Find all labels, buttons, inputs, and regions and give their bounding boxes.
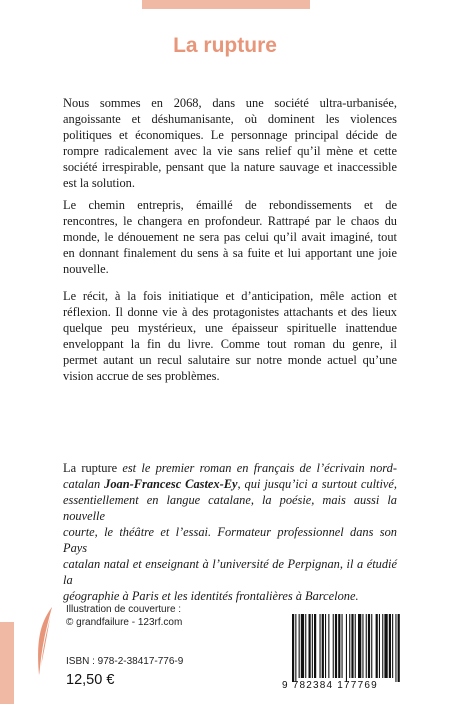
bio-text: , qui jusqu’ici a surtout cultivé,	[237, 477, 397, 491]
bio-text: est le premier roman en français de l’écrivain nord-	[117, 461, 397, 475]
bio-line	[63, 492, 397, 524]
barcode-bar	[376, 614, 378, 678]
text-line: nouvelle.	[63, 262, 109, 276]
barcode-bar	[368, 614, 370, 678]
credits-line: Illustration de couverture :	[66, 604, 182, 615]
barcode-bar	[371, 614, 372, 678]
text-line: enveloppant la fin du livre. Comme tout roman du genre, il	[63, 337, 397, 351]
text-line: Nous sommes en 2068, dans une société ultra-urbanisée,	[63, 96, 397, 110]
text-line: quelque peu mystérieux, une épaisseur spirituelle inattendue	[63, 321, 397, 335]
bio-book-title: La rupture	[63, 461, 118, 475]
bio-line	[63, 556, 397, 588]
bio-text: géographie à Paris et les identités frontalières à Barcelone.	[63, 589, 359, 603]
barcode-bar	[335, 614, 337, 678]
text-line: angoissante et déshumanisante, où dominent les violences	[63, 112, 397, 126]
barcode-bar	[384, 614, 387, 678]
text-line: politiques et économiques. Le personnage principal décide de	[63, 128, 397, 142]
bio-line	[63, 460, 397, 476]
barcode-bar	[328, 614, 329, 678]
bio-text: catalan	[63, 477, 105, 491]
text-line: monde, le dénouement ne sera pas celui qu’il avait imaginé, tout	[63, 230, 397, 244]
barcode-bar	[325, 614, 326, 678]
barcode-bar	[398, 614, 400, 682]
text-line: rencontres, le changera en profondeur. Rattrapé par le chaos du	[63, 214, 397, 228]
credits-line: © grandfailure - 123rf.com	[66, 617, 183, 628]
book-title: La rupture	[173, 34, 277, 57]
bottom-left-accent-bar	[0, 622, 14, 704]
barcode-bar	[366, 614, 367, 678]
cover-credits	[66, 603, 182, 629]
barcode-bar	[314, 614, 316, 678]
barcode-bar	[351, 614, 353, 678]
bio-text: catalan natal et enseignant à l’université de Perpignan, il a étudié la	[63, 557, 397, 587]
text-line: rompre radicalement avec la vie sans relief qu’il mène et cette	[63, 144, 397, 158]
barcode-bar	[322, 614, 324, 678]
barcode-digits: 9 782384 177769	[282, 680, 378, 691]
barcode-bar	[312, 614, 313, 678]
synopsis-paragraph-3	[63, 288, 397, 384]
barcode-bar	[320, 614, 321, 678]
barcode-bar	[342, 614, 343, 678]
text-line: société irrespirable, pensant que la nature sauvage et inaccessible	[63, 160, 397, 174]
isbn: ISBN : 978-2-38417-776-9	[66, 656, 184, 667]
price: 12,50 €	[66, 672, 115, 688]
top-accent-bar	[142, 0, 310, 9]
barcode-bar	[349, 614, 350, 678]
barcode-bar	[358, 614, 361, 678]
publisher-feather-logo-icon	[30, 605, 62, 677]
barcode-bar	[309, 614, 311, 678]
barcode-bar	[382, 614, 383, 678]
bio-line	[63, 588, 397, 604]
barcode-bar	[395, 614, 396, 682]
barcode-bar	[379, 614, 380, 678]
author-name: Joan-Francesc Castex-Ey	[104, 477, 238, 491]
barcode-bar	[292, 614, 294, 682]
barcode-bar	[389, 614, 391, 678]
text-line: réflexion. Il donne vie à des protagonistes attachants et des lieux	[63, 305, 397, 319]
text-line: Le chemin entrepris, émaillé de rebondissements et de	[63, 198, 397, 212]
barcode-bar	[355, 614, 356, 678]
synopsis-paragraph-2	[63, 197, 397, 277]
barcode-bar	[301, 614, 304, 678]
barcode-bar	[295, 614, 296, 682]
bio-line	[63, 476, 397, 492]
bio-text: essentiellement en langue catalane, la poésie, mais aussi la nouvelle	[63, 493, 397, 523]
text-line: Le récit, à la fois initiatique et d’anticipation, mêle action et	[63, 289, 397, 303]
bio-line	[63, 524, 397, 556]
author-bio	[63, 460, 397, 604]
barcode-bar	[346, 614, 347, 682]
barcode-bar	[305, 614, 306, 678]
text-line: en donnant finalement du sens à sa fuite et lui apportant une joie	[63, 246, 397, 260]
barcode-bar	[333, 614, 334, 678]
text-line: vision accrue de ses problèmes.	[63, 369, 220, 383]
synopsis-paragraph-1	[63, 95, 397, 191]
barcode-bar	[338, 614, 340, 678]
bio-text: courte, le théâtre et l’essai. Formateur professionnel dans son Pays	[63, 525, 397, 555]
text-line: est la solution.	[63, 176, 135, 190]
barcode-bar	[362, 614, 363, 678]
barcode-bar	[392, 614, 393, 678]
text-line: permet autant un recul salutaire sur notre monde actuel qu’une	[63, 353, 397, 367]
barcode-bar	[299, 614, 300, 678]
